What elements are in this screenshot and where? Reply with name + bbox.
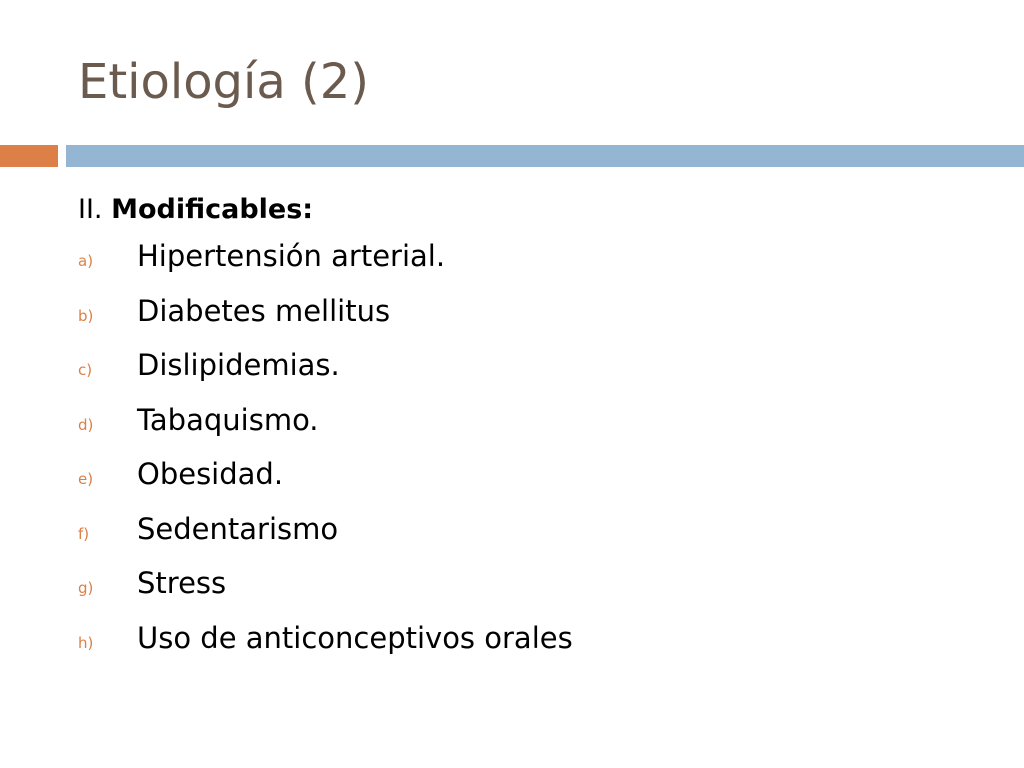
risk-factor-list bbox=[78, 236, 998, 672]
list-item-text: Hipertensión arterial. bbox=[137, 239, 446, 273]
list-item bbox=[78, 454, 998, 509]
slide-title: Etiología (2) bbox=[78, 54, 370, 110]
section-heading bbox=[78, 188, 998, 236]
list-marker: c) bbox=[78, 361, 93, 379]
list-item bbox=[78, 345, 998, 400]
list-item bbox=[78, 400, 998, 455]
list-marker: e) bbox=[78, 470, 94, 488]
list-marker: h) bbox=[78, 633, 94, 652]
list-item bbox=[78, 618, 998, 673]
list-marker: d) bbox=[78, 415, 94, 434]
section-label: Modificables: bbox=[111, 194, 314, 225]
title-rule-bar bbox=[66, 145, 1024, 167]
accent-bar bbox=[0, 145, 58, 167]
list-item-text: Tabaquismo. bbox=[137, 402, 319, 437]
list-item-text: Sedentarismo bbox=[137, 511, 339, 546]
list-item-text: Diabetes mellitus bbox=[137, 293, 391, 328]
list-item bbox=[78, 509, 998, 564]
list-item bbox=[78, 291, 998, 346]
list-marker: b) bbox=[78, 306, 94, 325]
list-item-text: Obesidad. bbox=[137, 457, 284, 491]
list-item-text: Stress bbox=[137, 566, 227, 600]
list-marker: f) bbox=[78, 524, 90, 543]
section-numeral: II. bbox=[78, 194, 103, 225]
list-item-text: Uso de anticonceptivos orales bbox=[137, 620, 573, 655]
list-item bbox=[78, 563, 998, 618]
list-marker: a) bbox=[78, 252, 94, 270]
list-marker: g) bbox=[78, 579, 94, 597]
slide-body bbox=[78, 188, 998, 672]
list-item-text: Dislipidemias. bbox=[137, 348, 340, 382]
list-item bbox=[78, 236, 998, 291]
